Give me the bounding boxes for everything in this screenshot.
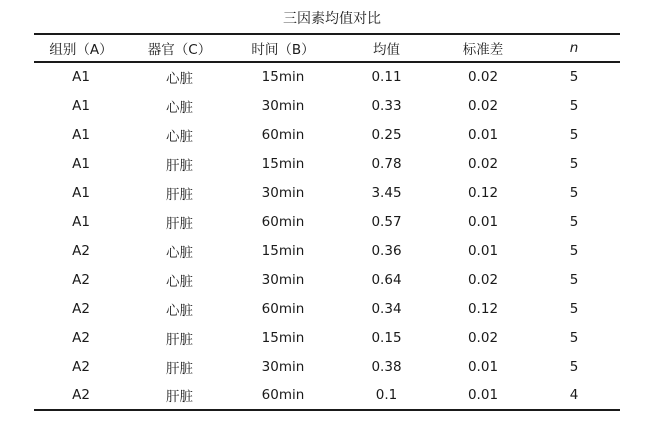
cell-time: 30min bbox=[261, 97, 305, 114]
cell-organ: 肝脏 bbox=[166, 186, 193, 203]
cell-organ: 心脏 bbox=[166, 273, 193, 290]
cell-std: 0.02 bbox=[467, 329, 499, 346]
cell-mean: 0.11 bbox=[371, 69, 402, 85]
cell-std: 0.12 bbox=[467, 300, 499, 317]
cell-organ: 心脏 bbox=[166, 302, 193, 319]
cell-group: A2 bbox=[72, 329, 90, 346]
header-organ: 器官（C） bbox=[128, 34, 231, 62]
cell-mean: 0.38 bbox=[371, 358, 402, 375]
cell-group: A1 bbox=[72, 184, 90, 201]
header-row bbox=[34, 34, 620, 62]
cell-n: 5 bbox=[569, 213, 579, 230]
table-row bbox=[34, 207, 620, 236]
cell-n: 5 bbox=[569, 329, 579, 346]
cell-group: A1 bbox=[72, 97, 90, 114]
header-std: 标准差 bbox=[438, 34, 528, 62]
cell-mean: 0.1 bbox=[335, 381, 438, 410]
cell-time: 30min bbox=[261, 184, 305, 201]
cell-group: A1 bbox=[72, 126, 90, 143]
cell-mean: 0.57 bbox=[371, 213, 402, 230]
table-body bbox=[34, 62, 620, 410]
cell-group: A2 bbox=[72, 271, 90, 288]
cell-time: 60min bbox=[231, 381, 335, 410]
table-row bbox=[34, 381, 620, 410]
cell-time: 60min bbox=[261, 126, 305, 143]
cell-group: A2 bbox=[72, 358, 90, 375]
cell-std: 0.01 bbox=[467, 126, 499, 143]
cell-time: 15min bbox=[261, 242, 305, 259]
cell-organ: 心脏 bbox=[166, 128, 193, 145]
cell-group: A1 bbox=[72, 155, 90, 172]
cell-mean: 0.78 bbox=[371, 155, 402, 172]
cell-std: 0.01 bbox=[438, 381, 528, 410]
cell-std: 0.01 bbox=[467, 358, 499, 375]
cell-n: 5 bbox=[569, 242, 579, 259]
cell-mean: 0.64 bbox=[371, 271, 402, 288]
cell-n: 5 bbox=[569, 300, 579, 317]
cell-n: 5 bbox=[569, 358, 579, 375]
cell-std: 0.01 bbox=[467, 213, 499, 230]
cell-organ: 心脏 bbox=[166, 71, 193, 87]
cell-organ: 肝脏 bbox=[166, 215, 193, 232]
cell-organ: 心脏 bbox=[166, 99, 193, 116]
cell-time: 15min bbox=[261, 155, 305, 172]
cell-group: A1 bbox=[72, 69, 90, 85]
cell-mean: 0.33 bbox=[371, 97, 402, 114]
cell-time: 30min bbox=[261, 358, 305, 375]
table-row bbox=[34, 62, 620, 91]
table-row bbox=[34, 178, 620, 207]
table-row bbox=[34, 265, 620, 294]
cell-group: A2 bbox=[34, 381, 128, 410]
cell-mean: 3.45 bbox=[371, 184, 402, 201]
table-row bbox=[34, 120, 620, 149]
header-group: 组别（A） bbox=[34, 34, 128, 62]
cell-std: 0.02 bbox=[467, 155, 499, 172]
cell-std: 0.02 bbox=[467, 69, 499, 85]
cell-mean: 0.15 bbox=[371, 329, 402, 346]
cell-std: 0.12 bbox=[467, 184, 499, 201]
cell-mean: 0.34 bbox=[371, 300, 402, 317]
cell-time: 15min bbox=[261, 69, 305, 85]
data-table bbox=[34, 33, 620, 411]
cell-std: 0.02 bbox=[467, 97, 499, 114]
cell-n: 5 bbox=[569, 155, 579, 172]
table-row bbox=[34, 149, 620, 178]
table-row bbox=[34, 352, 620, 381]
table-row bbox=[34, 91, 620, 120]
cell-n: 5 bbox=[569, 69, 579, 85]
cell-time: 60min bbox=[261, 300, 305, 317]
cell-organ: 肝脏 bbox=[128, 381, 231, 410]
cell-n: 5 bbox=[569, 126, 579, 143]
cell-n: 5 bbox=[569, 97, 579, 114]
cell-organ: 心脏 bbox=[166, 244, 193, 261]
cell-mean: 0.36 bbox=[371, 242, 402, 259]
header-mean: 均值 bbox=[335, 34, 438, 62]
cell-group: A1 bbox=[72, 213, 90, 230]
cell-std: 0.02 bbox=[467, 271, 499, 288]
cell-mean: 0.25 bbox=[371, 126, 402, 143]
cell-time: 60min bbox=[261, 213, 305, 230]
cell-group: A2 bbox=[72, 242, 90, 259]
cell-time: 30min bbox=[261, 271, 305, 288]
table-row bbox=[34, 294, 620, 323]
cell-n: 4 bbox=[528, 381, 620, 410]
cell-organ: 肝脏 bbox=[166, 360, 193, 377]
cell-time: 15min bbox=[261, 329, 305, 346]
header-time: 时间（B） bbox=[231, 34, 335, 62]
cell-n: 5 bbox=[569, 271, 579, 288]
table-title: 三因素均值对比 bbox=[283, 11, 381, 27]
cell-organ: 肝脏 bbox=[166, 157, 193, 174]
header-n: n bbox=[528, 34, 620, 62]
cell-n: 5 bbox=[569, 184, 579, 201]
cell-group: A2 bbox=[72, 300, 90, 317]
table-row bbox=[34, 236, 620, 265]
table-row bbox=[34, 323, 620, 352]
cell-std: 0.01 bbox=[467, 242, 499, 259]
cell-organ: 肝脏 bbox=[166, 331, 193, 348]
